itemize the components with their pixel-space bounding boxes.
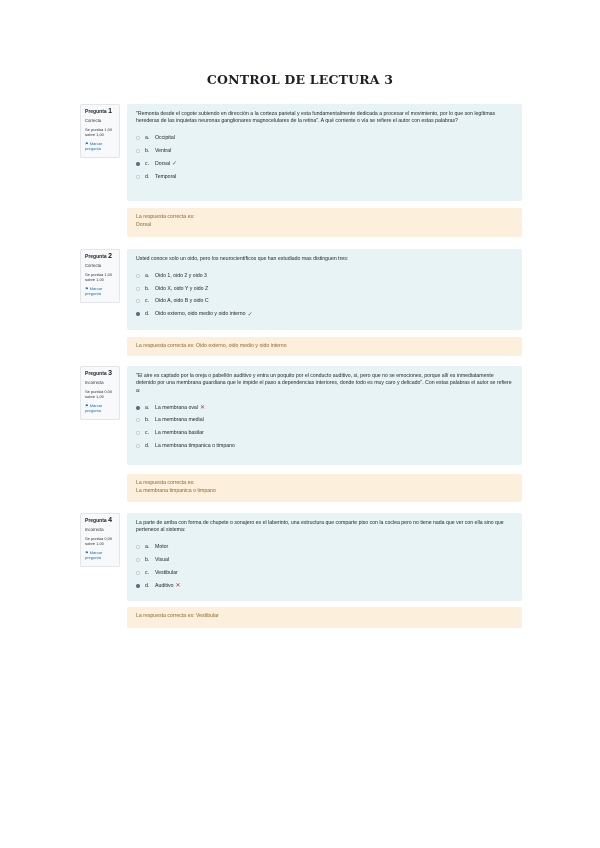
answer-option[interactable]: a. La membrana oval ✕ xyxy=(136,401,513,414)
answer-option[interactable]: c. Oido A, oido B y oido C xyxy=(136,295,513,308)
radio-button[interactable] xyxy=(136,175,140,179)
answer-option[interactable]: c. Dorsal ✓ xyxy=(136,157,513,170)
radio-button[interactable] xyxy=(136,274,140,278)
cross-icon: ✕ xyxy=(199,405,205,412)
question-text: Usted conoce solo un oido, pero los neurocientíficos que han estudiado mas distinguen tres: xyxy=(136,256,349,262)
flag-question-link[interactable]: ⚑ Marcar pregunta xyxy=(85,550,103,560)
question-number: 1 xyxy=(108,108,112,115)
radio-button[interactable] xyxy=(136,431,140,435)
answer-option[interactable]: b. La membrana medial xyxy=(136,414,513,427)
answer-option[interactable]: c. Vestibular xyxy=(136,566,513,579)
correct-answer-feedback xyxy=(127,337,522,356)
question-number: 4 xyxy=(108,517,112,524)
feedback-answer: La membrana timpanica o timpano xyxy=(136,487,216,494)
question-info xyxy=(80,513,120,567)
question-label: Pregunta xyxy=(85,518,107,524)
radio-button[interactable] xyxy=(136,545,140,549)
question-grade: Se puntúa 1,00 sobre 1,00 xyxy=(85,272,113,282)
feedback-answer: Oido externo, oido medio y oido interno xyxy=(196,343,287,349)
question-text: "El aire es captado por la oreja o pabellón auditivo y entra un poquito por el conducto auditivo, si, pero que no se emociones, porque allí es inmediatamente detenido por una membrana guardiana que le impide el paso a dependencias interiores, donde todo es muy caro y delicado". Con estas palabras el autor se refiere a: xyxy=(136,373,512,394)
radio-button-selected[interactable] xyxy=(136,406,140,410)
answer-option[interactable]: a. Motor xyxy=(136,541,513,554)
question-state: Correcta xyxy=(85,263,102,268)
radio-button[interactable] xyxy=(136,571,140,575)
answer-list xyxy=(136,401,513,452)
question-content xyxy=(127,366,522,465)
answer-list xyxy=(136,541,513,592)
question-grade: Se puntúa 0,00 sobre 1,00 xyxy=(85,536,113,546)
answer-option[interactable]: b. Ventral xyxy=(136,145,513,158)
radio-button[interactable] xyxy=(136,287,140,291)
feedback-prefix: La respuesta correcta es: xyxy=(136,343,195,349)
answer-option[interactable]: b. Visual xyxy=(136,554,513,567)
question-number: 2 xyxy=(108,253,112,260)
answer-option[interactable]: d. Temporal xyxy=(136,170,513,183)
answer-option[interactable]: a. Occipital xyxy=(136,132,513,145)
question-text: La parte de arriba con forma de chupete o sonajero es el laberinto, una estructura que comparte piso con la coclea pero no tiene nada que ver con ella sino que pertenece al sistema: xyxy=(136,520,504,534)
question-grade: Se puntúa 1,00 sobre 1,00 xyxy=(85,127,113,137)
answer-list xyxy=(136,269,513,320)
radio-button[interactable] xyxy=(136,299,140,303)
correct-answer-feedback xyxy=(127,208,522,237)
flag-question-link[interactable]: ⚑ Marcar pregunta xyxy=(85,141,103,151)
radio-button-selected[interactable] xyxy=(136,584,140,588)
question-content xyxy=(127,249,522,330)
correct-answer-feedback xyxy=(127,607,522,628)
question-info xyxy=(80,366,120,420)
check-icon: ✓ xyxy=(172,161,178,168)
radio-button[interactable] xyxy=(136,418,140,422)
question-content xyxy=(127,104,522,201)
radio-button[interactable] xyxy=(136,149,140,153)
feedback-prefix: La respuesta correcta es: xyxy=(136,480,195,486)
question-info xyxy=(80,249,120,303)
flag-icon: ⚑ xyxy=(85,286,89,291)
answer-list xyxy=(136,132,513,183)
radio-button-selected[interactable] xyxy=(136,162,140,166)
radio-button[interactable] xyxy=(136,558,140,562)
radio-button[interactable] xyxy=(136,136,140,140)
check-icon: ✓ xyxy=(247,311,253,318)
question-state: Incorrecta xyxy=(85,527,104,532)
flag-icon: ⚑ xyxy=(85,141,89,146)
answer-option[interactable]: d. Auditivo ✕ xyxy=(136,579,513,592)
question-label: Pregunta xyxy=(85,254,107,260)
question-number: 3 xyxy=(108,370,112,377)
question-info xyxy=(80,104,120,158)
page-title: CONTROL DE LECTURA 3 xyxy=(206,72,394,87)
question-content xyxy=(127,513,522,601)
question-state: Incorrecta xyxy=(85,380,104,385)
radio-button-selected[interactable] xyxy=(136,312,140,316)
answer-option[interactable]: d. La membrana timpanica o timpano xyxy=(136,440,513,453)
feedback-answer: Dorsal xyxy=(136,221,151,228)
answer-option[interactable]: b. Oido X, oido Y y oido Z xyxy=(136,282,513,295)
question-label: Pregunta xyxy=(85,371,107,377)
correct-answer-feedback xyxy=(127,474,522,502)
answer-option[interactable]: c. La membrana basilar xyxy=(136,427,513,440)
question-text: "Remonta desde el cogote subiendo en dirección a la corteza parietal y esta fundamentalmente dedicada a procesar el movimiento, por lo que son legítimas herederas de las inquietas neuronas ganglionares magnocelulares de la retina". A qué corriente o vía se refiere el autor con estas palabras? xyxy=(136,111,496,125)
flag-icon: ⚑ xyxy=(85,550,89,555)
question-label: Pregunta xyxy=(85,109,107,115)
flag-icon: ⚑ xyxy=(85,403,89,408)
question-grade: Se puntúa 0,00 sobre 1,00 xyxy=(85,389,113,399)
radio-button[interactable] xyxy=(136,444,140,448)
cross-icon: ✕ xyxy=(175,583,181,590)
answer-option[interactable]: d. Oido externo, oido medio y oido interno ✓ xyxy=(136,308,513,321)
feedback-prefix: La respuesta correcta es: xyxy=(136,214,195,220)
feedback-prefix: La respuesta correcta es: xyxy=(136,613,195,619)
question-state: Correcta xyxy=(85,118,102,123)
feedback-answer: Vestibular xyxy=(196,613,219,619)
flag-question-link[interactable]: ⚑ Marcar pregunta xyxy=(85,286,103,296)
answer-option[interactable]: a. Oido 1, oido 2 y oido 3 xyxy=(136,269,513,282)
flag-question-link[interactable]: ⚑ Marcar pregunta xyxy=(85,403,103,413)
